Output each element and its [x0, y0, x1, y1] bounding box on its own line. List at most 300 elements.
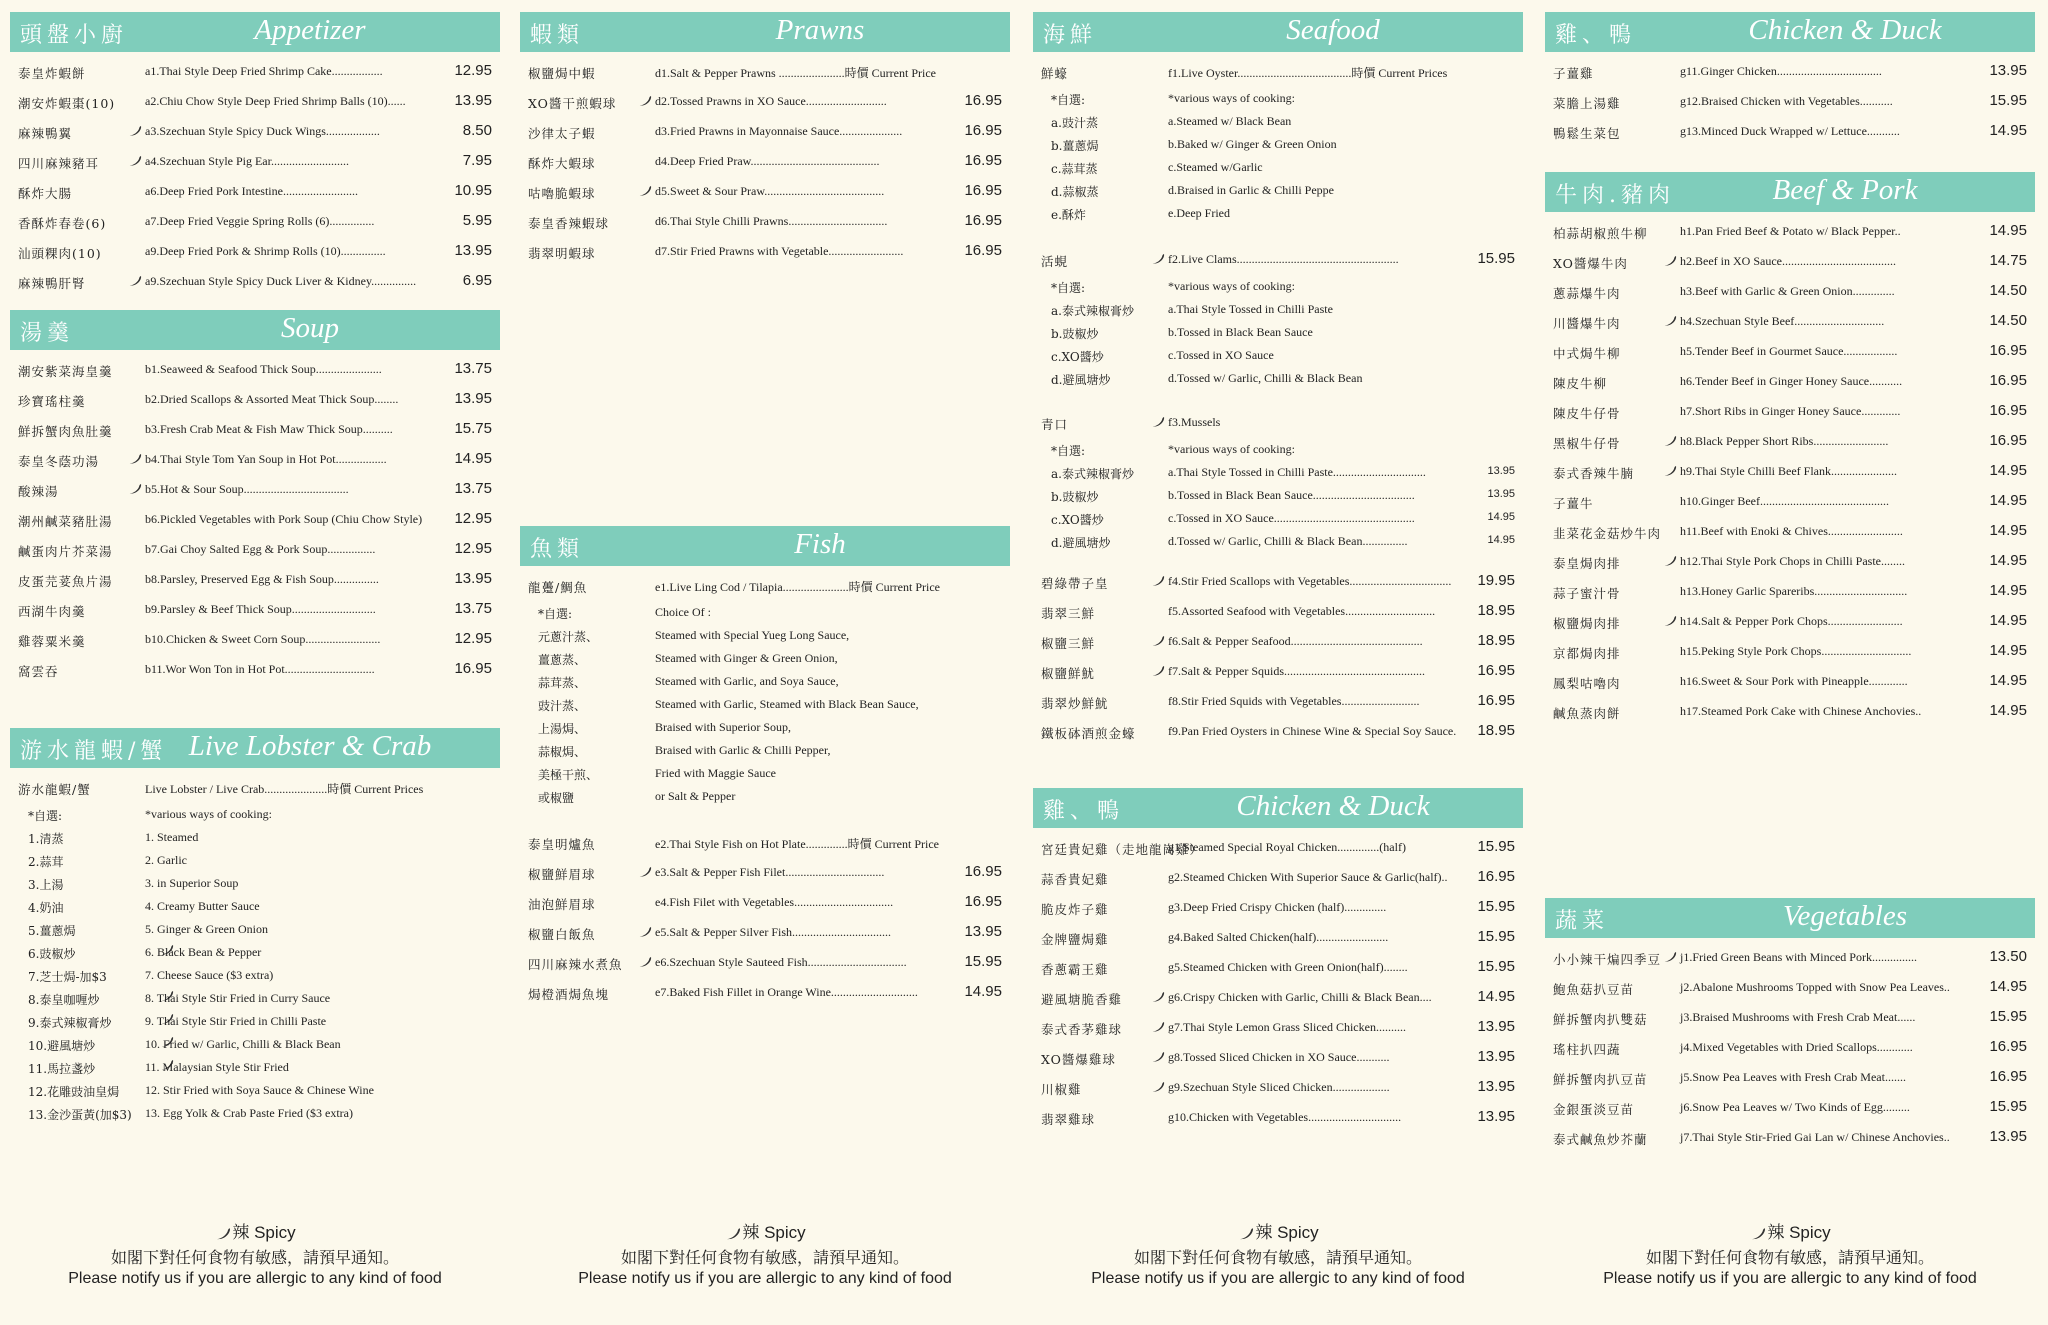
item-chinese-name: 青口: [1041, 417, 1069, 432]
menu-item: [1545, 1032, 2035, 1062]
item-chinese-name: 翡翠三鮮: [1041, 606, 1096, 621]
chili-pepper-icon: [638, 95, 652, 107]
item-chinese-name: 珍寶瑤柱羹: [18, 394, 86, 409]
cooking-option: [10, 1032, 500, 1055]
item-english-name: Live Lobster / Live Crab.....................時價 Current Prices: [145, 782, 424, 796]
menu-item: [10, 564, 500, 594]
item-chinese-name: 蒜子蜜汁骨: [1553, 586, 1621, 601]
menu-section: [1545, 12, 2035, 146]
item-english-name: j4.Mixed Vegetables with Dried Scallops............: [1680, 1040, 1913, 1054]
chili-pepper-icon: [724, 1227, 742, 1241]
menu-item: [520, 116, 1010, 146]
item-english-name: g6.Crispy Chicken with Garlic, Chilli & Black Bean....: [1168, 990, 1432, 1004]
option-en: d.Braised in Garlic & Chilli Peppe: [1168, 183, 1334, 197]
item-english-name: h9.Thai Style Chilli Beef Flank......................: [1680, 464, 1897, 478]
cooking-option: [10, 894, 500, 917]
item-chinese-name: 四川麻辣豬耳: [18, 156, 100, 171]
item-price: 13.75: [454, 600, 492, 617]
item-chinese-name: 柏蒜胡椒煎牛柳: [1553, 226, 1648, 241]
item-chinese-name: 鮑魚菇扒豆苗: [1553, 982, 1635, 997]
item-english-name: a6.Deep Fried Pork Intestine.........................: [145, 184, 358, 198]
item-chinese-name: XO醬爆牛肉: [1553, 256, 1628, 271]
menu-item: [1545, 516, 2035, 546]
cooking-option: [1033, 297, 1523, 320]
item-english-name: h1.Pan Fried Beef & Potato w/ Black Pepper..: [1680, 224, 1901, 238]
cooking-option: [1033, 343, 1523, 366]
item-english-name: h13.Honey Garlic Spareribs...............................: [1680, 584, 1908, 598]
item-english-name: g4.Baked Salted Chicken(half)........................: [1168, 930, 1389, 944]
item-english-name: g3.Deep Fried Crispy Chicken (half)..............: [1168, 900, 1387, 914]
option-en: d.Tossed w/ Garlic, Chilli & Black Bean...............: [1168, 534, 1408, 548]
option-en: Fried with Maggie Sauce: [655, 766, 776, 780]
menu-item: [520, 917, 1010, 947]
item-price: 16.95: [1477, 692, 1515, 709]
item-english-name: f8.Stir Fried Squids with Vegetables..........................: [1168, 694, 1420, 708]
section-title-chinese: 海鮮: [1043, 23, 1098, 48]
section-title-chinese: 雞、鴨: [1043, 799, 1125, 824]
allergy-footer: [1545, 1218, 2035, 1288]
menu-section: [10, 310, 500, 684]
item-chinese-name: 子薑雞: [1553, 66, 1594, 81]
item-price: 14.95: [1989, 462, 2027, 479]
item-english-name: b10.Chicken & Sweet Corn Soup.........................: [145, 632, 381, 646]
menu-column: [10, 0, 500, 1325]
option-en: Braised with Garlic & Chilli Pepper,: [655, 743, 831, 757]
item-english-name: h2.Beef in XO Sauce......................................: [1680, 254, 1896, 268]
option-en: a.Thai Style Tossed in Chilli Paste: [1168, 302, 1333, 316]
item-english-name: g9.Szechuan Style Sliced Chicken...................: [1168, 1080, 1390, 1094]
option-zh: 5.薑蔥焗: [28, 924, 76, 938]
menu-section: [10, 728, 500, 1124]
section-title-chinese: 游水龍蝦/蟹: [20, 739, 168, 764]
menu-item: [1545, 1122, 2035, 1152]
menu-item: [1033, 1042, 1523, 1072]
cooking-option: [10, 1009, 500, 1032]
menu-item: [520, 236, 1010, 266]
item-chinese-name: 雞蓉粟米羹: [18, 634, 86, 649]
chili-pepper-icon: [128, 483, 142, 495]
menu-item: [1033, 716, 1523, 746]
item-price: 13.95: [454, 242, 492, 259]
option-zh: 美極干煎、: [538, 768, 599, 782]
item-chinese-name: 酥炸大蝦球: [528, 156, 596, 171]
item-price: 5.95: [462, 212, 492, 229]
option-zh: 蒜椒焗、: [538, 745, 587, 759]
menu-item: [520, 947, 1010, 977]
option-en: 2. Garlic: [145, 853, 187, 867]
chili-pepper-icon: [1663, 315, 1677, 327]
item-english-name: h5.Tender Beef in Gourmet Sauce..................: [1680, 344, 1898, 358]
option-zh: d.蒜椒蒸: [1051, 185, 1099, 199]
item-chinese-name: XO醬干煎蝦球: [528, 96, 617, 111]
item-english-name: a3.Szechuan Style Spicy Duck Wings..................: [145, 124, 380, 138]
menu-item: [1033, 244, 1523, 274]
item-chinese-name: 泰皇焗肉排: [1553, 556, 1621, 571]
item-chinese-name: 泰式香茅雞球: [1041, 1022, 1123, 1037]
menu-section: [520, 526, 1010, 1007]
item-price: 14.95: [1989, 222, 2027, 239]
item-price: 15.95: [1989, 1008, 2027, 1025]
section-items: [1545, 938, 2035, 1152]
item-price: 14.95: [1989, 702, 2027, 719]
option-en: b.Baked w/ Ginger & Green Onion: [1168, 137, 1337, 151]
option-zh: e.酥炸: [1051, 208, 1086, 222]
option-en: Braised with Superior Soup,: [655, 720, 791, 734]
section-header: [1033, 788, 1523, 828]
option-zh: c.XO醬炒: [1051, 513, 1104, 527]
menu-section: [10, 12, 500, 296]
section-items: [10, 768, 500, 1124]
item-chinese-name: 泰式香辣牛腩: [1553, 466, 1635, 481]
spicy-legend: [1545, 1218, 2035, 1243]
allergy-footer: [1033, 1218, 1523, 1288]
item-price: 14.50: [1989, 312, 2027, 329]
section-title-english: Chicken & Duck: [1236, 790, 1430, 822]
menu-item: [1033, 656, 1523, 686]
item-chinese-name: 鮮蠔: [1041, 66, 1069, 81]
spicy-en: Spicy: [254, 1223, 296, 1242]
menu-item: [10, 654, 500, 684]
menu-section: [1545, 172, 2035, 726]
option-zh: b.豉椒炒: [1051, 327, 1099, 341]
cooking-option: [10, 1055, 500, 1078]
option-zh: 12.花雕豉油皇焗: [28, 1085, 120, 1099]
item-price: 14.95: [1989, 582, 2027, 599]
item-price: 16.95: [454, 660, 492, 677]
section-title-english: Vegetables: [1782, 900, 1907, 932]
item-chinese-name: 京都焗肉排: [1553, 646, 1621, 661]
item-chinese-name: 宮廷貴妃雞（走地龍崗雞）: [1041, 842, 1204, 857]
option-price: 13.95: [1487, 465, 1515, 477]
option-zh: 元蔥汁蒸、: [538, 630, 599, 644]
option-zh: 13.金沙蛋黃(加$3): [28, 1108, 132, 1122]
item-english-name: g1.Steamed Special Royal Chicken..............(half): [1168, 840, 1406, 854]
item-english-name: d7.Stir Fried Prawns with Vegetable.........................: [655, 244, 904, 258]
option-en: c.Steamed w/Garlic: [1168, 160, 1263, 174]
item-price: 14.95: [1989, 122, 2027, 139]
item-chinese-name: 酸辣湯: [18, 484, 59, 499]
section-title-chinese: 蔬菜: [1555, 909, 1610, 934]
option-price: 13.95: [1487, 488, 1515, 500]
option-en: Steamed with Ginger & Green Onion,: [655, 651, 838, 665]
item-chinese-name: 汕頭粿肉(10): [18, 246, 102, 261]
option-zh: 3.上湯: [28, 878, 64, 892]
menu-item: [520, 827, 1010, 857]
section-title-chinese: 牛肉.豬肉: [1555, 183, 1675, 208]
options-heading-en: *various ways of cooking:: [1168, 279, 1295, 293]
allergy-notice-en: Please notify us if you are allergic to any kind of food: [1091, 1270, 1465, 1287]
item-chinese-name: 潮州鹹菜豬肚湯: [18, 514, 113, 529]
menu-item: [1033, 56, 1523, 86]
options-heading-zh: *自選:: [28, 809, 63, 823]
item-price: 14.95: [964, 983, 1002, 1000]
option-en: c.Tossed in XO Sauce...............................................: [1168, 511, 1415, 525]
item-english-name: e5.Salt & Pepper Silver Fish.................................: [655, 925, 891, 939]
item-price: 15.95: [1989, 1098, 2027, 1115]
allergy-notice-en: Please notify us if you are allergic to any kind of food: [1603, 1270, 1977, 1287]
cooking-option: [10, 917, 500, 940]
options-heading: [1033, 437, 1523, 460]
item-price: 12.95: [454, 510, 492, 527]
item-chinese-name: 瑤柱扒四蔬: [1553, 1042, 1621, 1057]
item-english-name: h17.Steamed Pork Cake with Chinese Anchovies..: [1680, 704, 1922, 718]
item-price: 15.95: [964, 953, 1002, 970]
cooking-option: [10, 848, 500, 871]
menu-item: [1545, 366, 2035, 396]
item-english-name: j5.Snow Pea Leaves with Fresh Crab Meat.......: [1680, 1070, 1906, 1084]
allergy-notice-en: Please notify us if you are allergic to any kind of food: [68, 1270, 442, 1287]
option-en: 1. Steamed: [145, 830, 199, 844]
cooking-option: [520, 738, 1010, 761]
item-english-name: h14.Salt & Pepper Pork Chops.........................: [1680, 614, 1903, 628]
item-chinese-name: 香酥炸春卷(6): [18, 216, 107, 231]
chili-pepper-icon: [638, 185, 652, 197]
options-heading-en: *various ways of cooking:: [145, 807, 272, 821]
menu-item: [1545, 546, 2035, 576]
option-zh: d.避風塘炒: [1051, 373, 1111, 387]
menu-item: [10, 146, 500, 176]
options-heading: [10, 802, 500, 825]
option-en: Steamed with Garlic, Steamed with Black Bean Sauce,: [655, 697, 919, 711]
cooking-option: [10, 1101, 500, 1124]
menu-item: [1545, 696, 2035, 726]
chili-pepper-icon: [638, 866, 652, 878]
menu-item: [10, 354, 500, 384]
option-en: 11. Malaysian Style Stir Fried: [145, 1060, 289, 1074]
item-chinese-name: 西湖牛肉羹: [18, 604, 86, 619]
item-price: 16.95: [1477, 868, 1515, 885]
item-price: 13.50: [1989, 948, 2027, 965]
item-price: 14.75: [1989, 252, 2027, 269]
chili-pepper-icon: [1237, 1227, 1255, 1241]
cooking-option: [1033, 529, 1523, 552]
item-price: 15.95: [1477, 928, 1515, 945]
item-chinese-name: 油泡鮮眉球: [528, 897, 596, 912]
allergy-notice-zh: 如閣下對任何食物有敏感，請預早通知。: [110, 1250, 399, 1267]
option-zh: 蒜茸蒸、: [538, 676, 587, 690]
option-en: b.Tossed in Black Bean Sauce..................................: [1168, 488, 1415, 502]
section-title-chinese: 雞、鴨: [1555, 23, 1637, 48]
menu-item: [1033, 407, 1523, 437]
spicy-zh: 辣: [1255, 1223, 1273, 1242]
section-items: [1545, 52, 2035, 146]
item-price: 14.95: [1989, 642, 2027, 659]
item-english-name: g5.Steamed Chicken with Green Onion(half)........: [1168, 960, 1408, 974]
item-price: 7.95: [462, 152, 492, 169]
menu-item: [10, 56, 500, 86]
menu-item: [1545, 456, 2035, 486]
menu-item: [520, 146, 1010, 176]
item-english-name: f9.Pan Fried Oysters in Chinese Wine & Special Soy Sauce.: [1168, 724, 1457, 738]
menu-item: [1545, 1092, 2035, 1122]
option-price: 14.95: [1487, 511, 1515, 523]
cooking-option: [520, 715, 1010, 738]
chili-pepper-icon: [1663, 255, 1677, 267]
item-english-name: b3.Fresh Crab Meat & Fish Maw Thick Soup..........: [145, 422, 393, 436]
item-price: 18.95: [1477, 722, 1515, 739]
option-en: 8. Thai Style Stir Fried in Curry Sauce: [145, 991, 331, 1005]
menu-section: [1033, 788, 1523, 1132]
item-english-name: g8.Tossed Sliced Chicken in XO Sauce...........: [1168, 1050, 1390, 1064]
item-chinese-name: 鹹蛋肉片芥菜湯: [18, 544, 113, 559]
options-heading-en: Choice Of :: [655, 605, 711, 619]
item-price: 16.95: [964, 152, 1002, 169]
item-chinese-name: 麻辣鴨翼: [18, 126, 73, 141]
item-chinese-name: 金牌鹽焗雞: [1041, 932, 1109, 947]
item-price: 15.75: [454, 420, 492, 437]
item-chinese-name: 陳皮牛仔骨: [1553, 406, 1621, 421]
item-chinese-name: 皮蛋芫荽魚片湯: [18, 574, 113, 589]
cooking-option: [520, 761, 1010, 784]
item-chinese-name: 小小辣干煸四季豆: [1553, 952, 1662, 967]
menu-item: [520, 887, 1010, 917]
menu-item: [1545, 336, 2035, 366]
chili-pepper-icon: [1151, 416, 1165, 428]
item-chinese-name: 韭菜花金菇炒牛肉: [1553, 526, 1662, 541]
item-price: 16.95: [1989, 1068, 2027, 1085]
item-english-name: j2.Abalone Mushrooms Topped with Snow Pea Leaves..: [1680, 980, 1950, 994]
menu-item: [1545, 116, 2035, 146]
allergy-notice-zh: 如閣下對任何食物有敏感，請預早通知。: [1133, 1250, 1422, 1267]
item-chinese-name: 脆皮炸子雞: [1041, 902, 1109, 917]
item-english-name: h15.Peking Style Pork Chops..............................: [1680, 644, 1912, 658]
item-price: 13.95: [1477, 1078, 1515, 1095]
option-zh: a.泰式辣椒膏炒: [1051, 304, 1134, 318]
item-english-name: b5.Hot & Sour Soup...................................: [145, 482, 349, 496]
item-chinese-name: 椒鹽焗肉排: [1553, 616, 1621, 631]
item-chinese-name: 椒鹽鮮魷: [1041, 666, 1096, 681]
section-header: [1545, 898, 2035, 938]
options-heading-zh: *自選:: [1051, 444, 1086, 458]
cooking-option: [1033, 132, 1523, 155]
item-english-name: j7.Thai Style Stir-Fried Gai Lan w/ Chinese Anchovies..: [1680, 1130, 1950, 1144]
item-price: 13.95: [1477, 1048, 1515, 1065]
option-en: Steamed with Special Yueg Long Sauce,: [655, 628, 850, 642]
menu-item: [1033, 922, 1523, 952]
item-price: 13.75: [454, 360, 492, 377]
menu-item: [1033, 626, 1523, 656]
item-english-name: e7.Baked Fish Fillet in Orange Wine.............................: [655, 985, 918, 999]
item-chinese-name: 鮮拆蟹肉扒雙菇: [1553, 1012, 1648, 1027]
menu-item: [520, 176, 1010, 206]
item-chinese-name: 潮安炸蝦棗(10): [18, 96, 116, 111]
option-en: 13. Egg Yolk & Crab Paste Fried ($3 extra): [145, 1106, 353, 1120]
options-heading: [1033, 86, 1523, 109]
chili-pepper-icon: [1151, 1081, 1165, 1093]
option-zh: a.泰式辣椒膏炒: [1051, 467, 1134, 481]
item-english-name: b1.Seaweed & Seafood Thick Soup......................: [145, 362, 382, 376]
item-chinese-name: 泰皇明爐魚: [528, 837, 596, 852]
cooking-option: [10, 1078, 500, 1101]
section-header: [10, 310, 500, 350]
section-items: [1545, 212, 2035, 726]
item-chinese-name: 香蔥霸王雞: [1041, 962, 1109, 977]
menu-item: [520, 857, 1010, 887]
item-english-name: g10.Chicken with Vegetables...............................: [1168, 1110, 1402, 1124]
menu-item: [1545, 942, 2035, 972]
item-english-name: a2.Chiu Chow Style Deep Fried Shrimp Balls (10)......: [145, 94, 406, 108]
menu-item: [10, 414, 500, 444]
menu-item: [1033, 596, 1523, 626]
menu-item: [520, 570, 1010, 600]
options-heading-zh: *自選:: [538, 607, 573, 621]
item-price: 10.95: [454, 182, 492, 199]
item-price: 16.95: [1989, 342, 2027, 359]
item-english-name: h8.Black Pepper Short Ribs.........................: [1680, 434, 1889, 448]
cooking-option: [10, 963, 500, 986]
section-items: [520, 566, 1010, 1007]
item-price: 16.95: [964, 122, 1002, 139]
item-price: 8.50: [462, 122, 492, 139]
cooking-option: [1033, 320, 1523, 343]
item-price: 18.95: [1477, 632, 1515, 649]
section-header: [1033, 12, 1523, 52]
spicy-legend: [1033, 1218, 1523, 1243]
cooking-option: [1033, 366, 1523, 389]
item-english-name: d4.Deep Fried Praw...........................................: [655, 154, 880, 168]
menu-item: [1033, 1012, 1523, 1042]
item-chinese-name: 鴨鬆生菜包: [1553, 126, 1621, 141]
menu-item: [1545, 276, 2035, 306]
section-title-chinese: 頭盤小廚: [20, 23, 129, 48]
chili-pepper-icon: [1151, 635, 1165, 647]
menu-item: [1033, 832, 1523, 862]
menu-item: [520, 977, 1010, 1007]
cooking-option: [10, 825, 500, 848]
cooking-option: [520, 692, 1010, 715]
option-en: a.Steamed w/ Black Bean: [1168, 114, 1292, 128]
item-english-name: b9.Parsley & Beef Thick Soup............................: [145, 602, 376, 616]
item-english-name: d3.Fried Prawns in Mayonnaise Sauce.....................: [655, 124, 903, 138]
cooking-option: [520, 623, 1010, 646]
item-english-name: f3.Mussels: [1168, 415, 1221, 429]
item-chinese-name: 川椒雞: [1041, 1082, 1082, 1097]
section-title-english: Fish: [794, 528, 846, 560]
section-header: [10, 12, 500, 52]
item-english-name: a1.Thai Style Deep Fried Shrimp Cake.................: [145, 64, 383, 78]
item-chinese-name: 鳳梨咕嚕肉: [1553, 676, 1621, 691]
allergy-footer: [10, 1218, 500, 1288]
menu-item: [1545, 86, 2035, 116]
chili-pepper-icon: [1151, 575, 1165, 587]
menu-item: [1033, 1102, 1523, 1132]
menu-item: [1545, 56, 2035, 86]
section-header: [10, 728, 500, 768]
cooking-option: [1033, 109, 1523, 132]
cooking-option: [10, 871, 500, 894]
option-en: 3. in Superior Soup: [145, 876, 239, 890]
item-chinese-name: 龍躉/鯛魚: [528, 580, 588, 595]
item-price: 13.95: [454, 92, 492, 109]
option-en: or Salt & Pepper: [655, 789, 736, 803]
menu-item: [1545, 636, 2035, 666]
option-price: 14.95: [1487, 534, 1515, 546]
cooking-option: [1033, 506, 1523, 529]
item-english-name: h7.Short Ribs in Ginger Honey Sauce.............: [1680, 404, 1901, 418]
option-zh: 上湯焗、: [538, 722, 587, 736]
item-english-name: b6.Pickled Vegetables with Pork Soup (Chiu Chow Style): [145, 512, 423, 526]
chili-pepper-icon: [1151, 1021, 1165, 1033]
option-en: 12. Stir Fried with Soya Sauce & Chinese Wine: [145, 1083, 374, 1097]
item-chinese-name: 活蜆: [1041, 254, 1069, 269]
menu-section: [1545, 898, 2035, 1152]
item-chinese-name: 鮮拆蟹肉扒豆苗: [1553, 1072, 1648, 1087]
item-price: 18.95: [1477, 602, 1515, 619]
option-zh: 11.馬拉盞炒: [28, 1062, 96, 1076]
section-items: [1033, 52, 1523, 746]
option-en: 5. Ginger & Green Onion: [145, 922, 268, 936]
item-english-name: g13.Minced Duck Wrapped w/ Lettuce...........: [1680, 124, 1900, 138]
